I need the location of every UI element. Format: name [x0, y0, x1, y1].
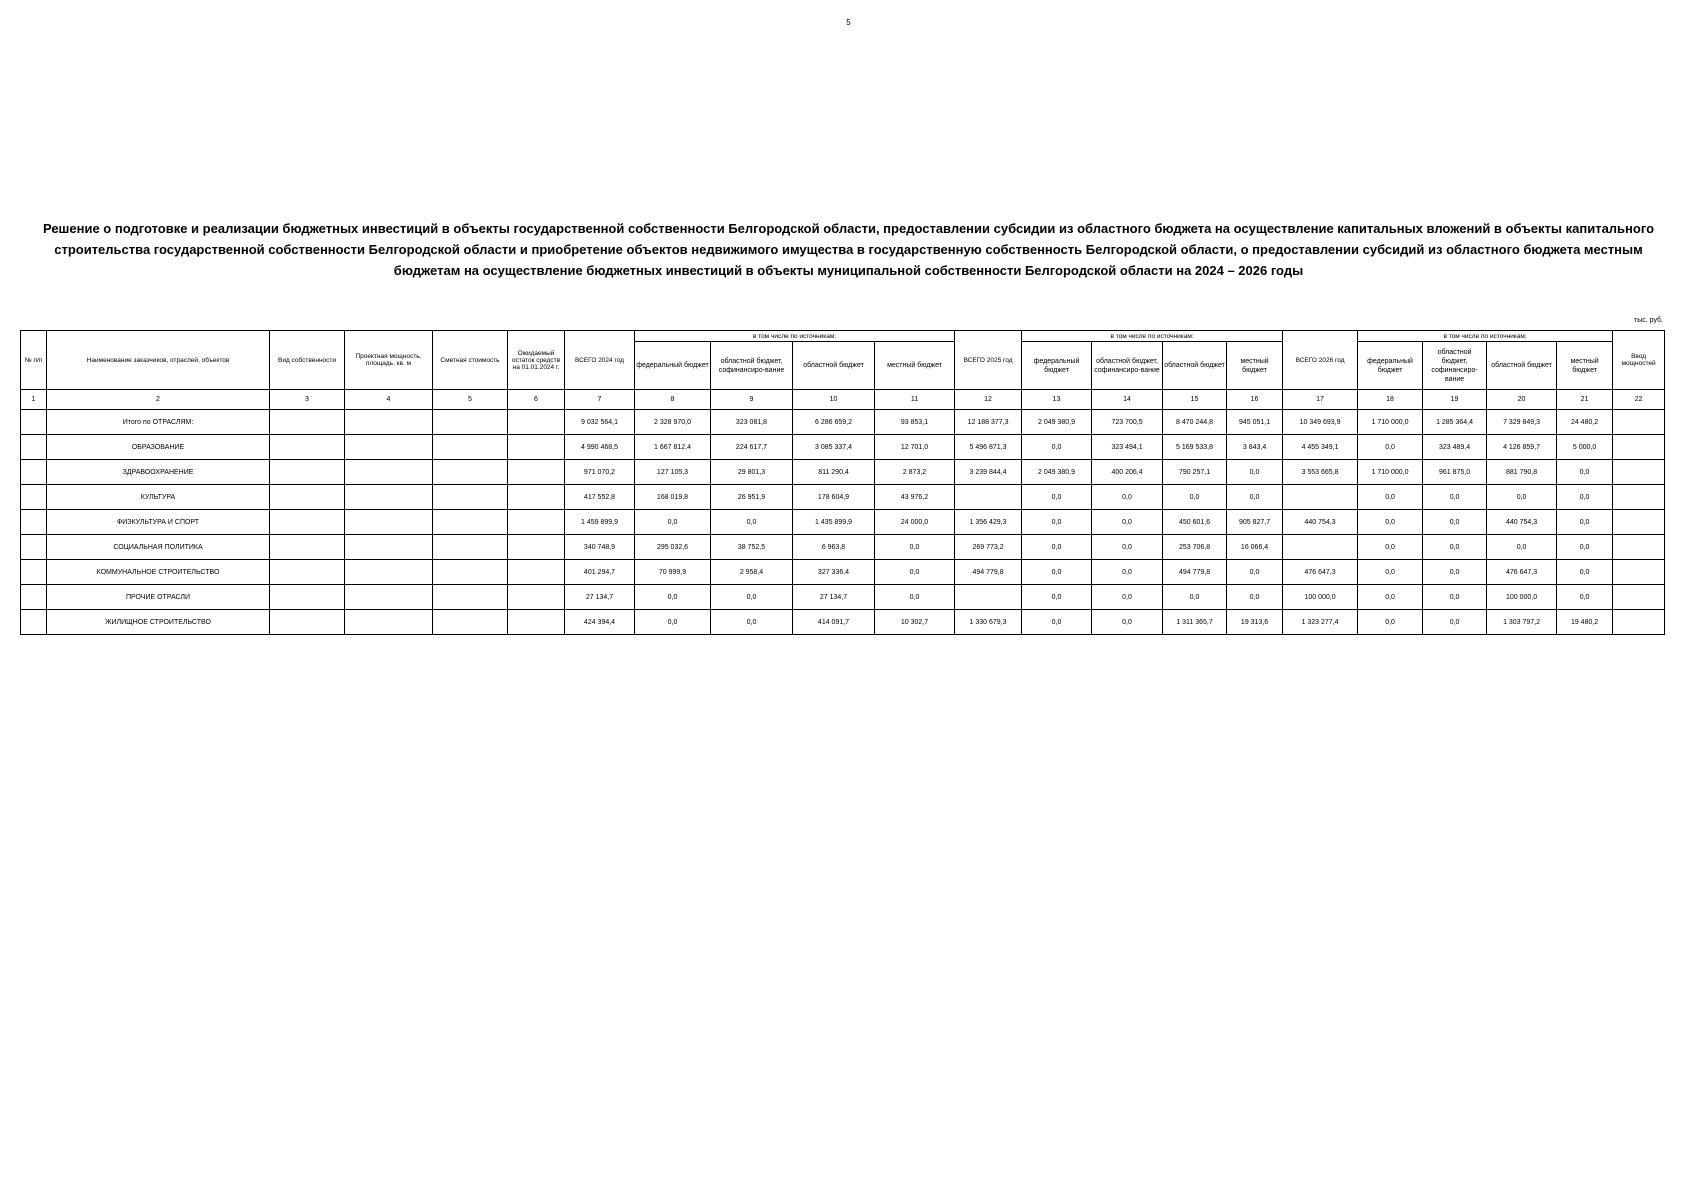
row-estimate-cell	[433, 610, 508, 635]
row-value-cell: 0,0	[1557, 560, 1613, 585]
row-capacity-cell	[345, 435, 433, 460]
row-value-cell: 0,0	[1022, 435, 1092, 460]
header-remainder: Ожидаемый остаток средств на 01.01.2024 г.	[508, 331, 565, 390]
row-name-cell: ФИЗКУЛЬТУРА И СПОРТ	[47, 510, 270, 535]
row-value-cell: 0,0	[711, 610, 793, 635]
row-value-cell: 0,0	[1557, 485, 1613, 510]
row-value-cell: 327 336,4	[793, 560, 875, 585]
column-number: 8	[635, 390, 711, 410]
column-number: 12	[955, 390, 1022, 410]
row-value-cell: 0,0	[635, 585, 711, 610]
row-value-cell: 961 875,0	[1423, 460, 1487, 485]
row-estimate-cell	[433, 485, 508, 510]
header-total-2025: ВСЕГО 2025 год	[955, 331, 1022, 390]
row-value-cell: 881 790,8	[1487, 460, 1557, 485]
row-value-cell: 0,0	[1022, 610, 1092, 635]
header-sources-2026: в том числе по источникам:	[1358, 331, 1613, 342]
row-value-cell: 1 303 797,2	[1487, 610, 1557, 635]
column-number-row	[21, 390, 1665, 410]
row-value-cell: 0,0	[1092, 585, 1163, 610]
column-number: 2	[47, 390, 270, 410]
row-capacity-input-cell	[1613, 585, 1665, 610]
column-number: 20	[1487, 390, 1557, 410]
row-value-cell: 1 667 812,4	[635, 435, 711, 460]
row-value-cell: 27 134,7	[793, 585, 875, 610]
row-value-cell: 0,0	[1022, 585, 1092, 610]
row-value-cell: 0,0	[1423, 585, 1487, 610]
column-number: 1	[21, 390, 47, 410]
header-total-2026: ВСЕГО 2026 год	[1283, 331, 1358, 390]
row-num-cell	[21, 410, 47, 435]
header-ownership: Вид собственности	[270, 331, 345, 390]
row-value-cell: 1 710 000,0	[1358, 460, 1423, 485]
row-value-cell: 0,0	[1358, 610, 1423, 635]
row-value-cell: 401 294,7	[565, 560, 635, 585]
row-value-cell: 0,0	[1358, 585, 1423, 610]
budget-table	[20, 330, 1665, 635]
row-remainder-cell	[508, 585, 565, 610]
row-value-cell: 440 754,3	[1487, 510, 1557, 535]
row-value-cell: 0,0	[1227, 560, 1283, 585]
row-value-cell: 0,0	[1557, 510, 1613, 535]
row-remainder-cell	[508, 560, 565, 585]
row-ownership-cell	[270, 485, 345, 510]
row-value-cell: 0,0	[875, 585, 955, 610]
header-cofin-2026: областной бюджет, софинансиро-вание	[1423, 342, 1487, 390]
row-value-cell: 0,0	[1557, 585, 1613, 610]
row-name-cell: СОЦИАЛЬНАЯ ПОЛИТИКА	[47, 535, 270, 560]
row-value-cell: 100 000,0	[1487, 585, 1557, 610]
row-value-cell: 790 257,1	[1163, 460, 1227, 485]
row-estimate-cell	[433, 510, 508, 535]
row-num-cell	[21, 435, 47, 460]
row-estimate-cell	[433, 535, 508, 560]
row-value-cell: 7 329 849,3	[1487, 410, 1557, 435]
column-number: 15	[1163, 390, 1227, 410]
row-value-cell: 5 000,0	[1557, 435, 1613, 460]
row-value-cell: 323 494,1	[1092, 435, 1163, 460]
row-value-cell: 24 000,0	[875, 510, 955, 535]
row-name-cell: ЖИЛИЩНОЕ СТРОИТЕЛЬСТВО	[47, 610, 270, 635]
row-name-cell: Итого по ОТРАСЛЯМ:	[47, 410, 270, 435]
row-value-cell: 400 206,4	[1092, 460, 1163, 485]
column-number: 18	[1358, 390, 1423, 410]
column-number: 6	[508, 390, 565, 410]
row-value-cell: 0,0	[1423, 510, 1487, 535]
row-value-cell: 0,0	[1022, 485, 1092, 510]
column-number: 16	[1227, 390, 1283, 410]
row-name-cell: ПРОЧИЕ ОТРАСЛИ	[47, 585, 270, 610]
table-row	[21, 410, 1665, 435]
row-remainder-cell	[508, 485, 565, 510]
row-value-cell: 3 553 665,8	[1283, 460, 1358, 485]
row-remainder-cell	[508, 410, 565, 435]
row-value-cell: 3 843,4	[1227, 435, 1283, 460]
table-row	[21, 585, 1665, 610]
row-value-cell: 0,0	[1358, 485, 1423, 510]
document-title: Решение о подготовке и реализации бюджетных инвестиций в объекты государственной собственности Белгородской области, предоставлении субсидии из областного бюджета на осуществление капитальных вложений в объекты капитального строительства государственной собственности Белгородской области и приобретение объектов недвижимого имущества в государственную собственность Белгородской области, о предоставлении субсидий из областного бюджета местным бюджетам на осуществление бюджетных инвестиций в объекты муниципальной собственности Белгородской области на 2024 – 2026 годы	[42, 221, 1655, 278]
row-value-cell: 29 801,3	[711, 460, 793, 485]
header-local-2025: местный бюджет	[1227, 342, 1283, 390]
row-capacity-cell	[345, 410, 433, 435]
row-value-cell: 1 311 365,7	[1163, 610, 1227, 635]
row-value-cell: 0,0	[1092, 535, 1163, 560]
header-federal-2026: федеральный бюджет	[1358, 342, 1423, 390]
row-value-cell: 2 328 970,0	[635, 410, 711, 435]
row-value-cell: 2 958,4	[711, 560, 793, 585]
table-row	[21, 485, 1665, 510]
row-value-cell: 0,0	[1358, 560, 1423, 585]
row-value-cell: 0,0	[1423, 485, 1487, 510]
row-capacity-input-cell	[1613, 535, 1665, 560]
row-value-cell: 0,0	[1487, 535, 1557, 560]
row-capacity-cell	[345, 610, 433, 635]
row-value-cell: 0,0	[1163, 585, 1227, 610]
header-cofin-2024: областной бюджет, софинансиро-вание	[711, 342, 793, 390]
column-number: 14	[1092, 390, 1163, 410]
row-capacity-cell	[345, 560, 433, 585]
row-value-cell: 414 091,7	[793, 610, 875, 635]
row-value-cell: 0,0	[635, 510, 711, 535]
row-value-cell: 0,0	[875, 560, 955, 585]
column-number: 22	[1613, 390, 1665, 410]
row-value-cell: 0,0	[1163, 485, 1227, 510]
column-number: 3	[270, 390, 345, 410]
row-value-cell: 27 134,7	[565, 585, 635, 610]
table-row	[21, 460, 1665, 485]
row-value-cell: 0,0	[1557, 535, 1613, 560]
row-value-cell: 178 604,9	[793, 485, 875, 510]
row-value-cell: 971 070,2	[565, 460, 635, 485]
row-value-cell: 269 773,2	[955, 535, 1022, 560]
row-value-cell: 6 286 659,2	[793, 410, 875, 435]
row-value-cell: 945 051,1	[1227, 410, 1283, 435]
row-value-cell: 440 754,3	[1283, 510, 1358, 535]
row-value-cell: 253 706,8	[1163, 535, 1227, 560]
header-local-2026: местный бюджет	[1557, 342, 1613, 390]
row-value-cell: 0,0	[1227, 485, 1283, 510]
row-value-cell: 0,0	[875, 535, 955, 560]
header-regional-2024: областной бюджет	[793, 342, 875, 390]
row-ownership-cell	[270, 435, 345, 460]
row-capacity-input-cell	[1613, 610, 1665, 635]
row-value-cell: 424 394,4	[565, 610, 635, 635]
header-capacity-input: Ввод мощностей	[1613, 331, 1665, 390]
row-value-cell: 295 032,6	[635, 535, 711, 560]
row-value-cell: 0,0	[711, 585, 793, 610]
row-value-cell: 43 976,2	[875, 485, 955, 510]
row-value-cell: 26 951,9	[711, 485, 793, 510]
column-number: 21	[1557, 390, 1613, 410]
row-value-cell	[1283, 485, 1358, 510]
row-value-cell: 6 963,8	[793, 535, 875, 560]
row-value-cell: 340 748,9	[565, 535, 635, 560]
column-number: 5	[433, 390, 508, 410]
table-row	[21, 435, 1665, 460]
row-estimate-cell	[433, 460, 508, 485]
row-value-cell: 494 779,8	[1163, 560, 1227, 585]
row-value-cell: 1 285 364,4	[1423, 410, 1487, 435]
row-value-cell: 0,0	[1022, 560, 1092, 585]
row-value-cell: 1 435 899,9	[793, 510, 875, 535]
table-row	[21, 510, 1665, 535]
row-capacity-cell	[345, 510, 433, 535]
row-value-cell: 4 126 859,7	[1487, 435, 1557, 460]
row-value-cell: 38 752,5	[711, 535, 793, 560]
row-capacity-cell	[345, 535, 433, 560]
row-value-cell: 1 459 899,9	[565, 510, 635, 535]
table-row	[21, 535, 1665, 560]
header-local-2024: местный бюджет	[875, 342, 955, 390]
header-capacity: Проектная мощность, площадь, кв. м	[345, 331, 433, 390]
row-value-cell: 5 496 871,3	[955, 435, 1022, 460]
row-value-cell: 0,0	[1423, 560, 1487, 585]
row-ownership-cell	[270, 410, 345, 435]
row-capacity-cell	[345, 460, 433, 485]
row-remainder-cell	[508, 510, 565, 535]
row-value-cell: 476 647,3	[1283, 560, 1358, 585]
header-regional-2025: областной бюджет	[1163, 342, 1227, 390]
unit-label: тыс. руб.	[1634, 317, 1663, 324]
header-total-2024: ВСЕГО 2024 год	[565, 331, 635, 390]
row-value-cell: 2 873,2	[875, 460, 955, 485]
column-number: 19	[1423, 390, 1487, 410]
row-value-cell: 0,0	[1092, 560, 1163, 585]
row-value-cell: 127 105,3	[635, 460, 711, 485]
row-value-cell: 3 085 337,4	[793, 435, 875, 460]
row-ownership-cell	[270, 510, 345, 535]
row-value-cell: 100 000,0	[1283, 585, 1358, 610]
row-value-cell: 0,0	[1227, 460, 1283, 485]
column-number: 10	[793, 390, 875, 410]
row-num-cell	[21, 535, 47, 560]
row-value-cell: 0,0	[1092, 485, 1163, 510]
row-value-cell: 0,0	[1423, 535, 1487, 560]
row-capacity-input-cell	[1613, 485, 1665, 510]
row-value-cell: 811 290,4	[793, 460, 875, 485]
row-remainder-cell	[508, 435, 565, 460]
row-ownership-cell	[270, 560, 345, 585]
page-number: 5	[846, 18, 851, 27]
row-value-cell: 0,0	[1358, 435, 1423, 460]
row-num-cell	[21, 460, 47, 485]
row-value-cell: 0,0	[635, 610, 711, 635]
row-value-cell: 0,0	[1423, 610, 1487, 635]
table-row	[21, 560, 1665, 585]
row-capacity-input-cell	[1613, 510, 1665, 535]
header-cofin-2025: областной бюджет, софинансиро-вание	[1092, 342, 1163, 390]
row-name-cell: КОММУНАЛЬНОЕ СТРОИТЕЛЬСТВО	[47, 560, 270, 585]
row-remainder-cell	[508, 535, 565, 560]
row-value-cell: 0,0	[1022, 510, 1092, 535]
row-value-cell: 19 480,2	[1557, 610, 1613, 635]
row-estimate-cell	[433, 410, 508, 435]
row-value-cell: 9 032 564,1	[565, 410, 635, 435]
column-number: 7	[565, 390, 635, 410]
row-value-cell: 476 647,3	[1487, 560, 1557, 585]
row-value-cell: 1 323 277,4	[1283, 610, 1358, 635]
row-value-cell	[955, 585, 1022, 610]
row-value-cell: 16 066,4	[1227, 535, 1283, 560]
header-sources-2025: в том числе по источникам:	[1022, 331, 1283, 342]
row-num-cell	[21, 485, 47, 510]
row-remainder-cell	[508, 460, 565, 485]
row-estimate-cell	[433, 585, 508, 610]
row-value-cell: 70 999,9	[635, 560, 711, 585]
row-value-cell: 19 313,6	[1227, 610, 1283, 635]
row-remainder-cell	[508, 610, 565, 635]
row-num-cell	[21, 585, 47, 610]
row-value-cell: 10 302,7	[875, 610, 955, 635]
row-value-cell: 1 710 000,0	[1358, 410, 1423, 435]
row-ownership-cell	[270, 535, 345, 560]
row-value-cell: 323 081,8	[711, 410, 793, 435]
row-value-cell: 12 701,0	[875, 435, 955, 460]
row-value-cell: 1 330 679,3	[955, 610, 1022, 635]
row-capacity-input-cell	[1613, 435, 1665, 460]
row-value-cell: 450 601,6	[1163, 510, 1227, 535]
column-number: 13	[1022, 390, 1092, 410]
header-federal-2024: федеральный бюджет	[635, 342, 711, 390]
row-value-cell: 8 470 244,8	[1163, 410, 1227, 435]
row-value-cell: 3 239 844,4	[955, 460, 1022, 485]
row-value-cell: 4 990 468,5	[565, 435, 635, 460]
column-number: 9	[711, 390, 793, 410]
row-estimate-cell	[433, 435, 508, 460]
row-capacity-cell	[345, 585, 433, 610]
header-sources-2024: в том числе по источникам:	[635, 331, 955, 342]
row-value-cell: 1 356 429,3	[955, 510, 1022, 535]
row-value-cell: 12 188 377,3	[955, 410, 1022, 435]
row-num-cell	[21, 560, 47, 585]
row-name-cell: ЗДРАВООХРАНЕНИЕ	[47, 460, 270, 485]
row-value-cell	[1283, 535, 1358, 560]
row-value-cell: 2 049 380,9	[1022, 460, 1092, 485]
row-value-cell: 10 349 693,9	[1283, 410, 1358, 435]
row-capacity-input-cell	[1613, 460, 1665, 485]
column-number: 11	[875, 390, 955, 410]
row-estimate-cell	[433, 560, 508, 585]
row-value-cell: 0,0	[1092, 510, 1163, 535]
header-name: Наименование заказчиков, отраслей, объектов	[47, 331, 270, 390]
row-ownership-cell	[270, 585, 345, 610]
row-value-cell: 905 827,7	[1227, 510, 1283, 535]
row-value-cell: 2 049 380,9	[1022, 410, 1092, 435]
row-name-cell: ОБРАЗОВАНИЕ	[47, 435, 270, 460]
row-ownership-cell	[270, 460, 345, 485]
table-row	[21, 610, 1665, 635]
row-value-cell: 0,0	[1487, 485, 1557, 510]
column-number: 17	[1283, 390, 1358, 410]
row-value-cell: 0,0	[1227, 585, 1283, 610]
row-value-cell: 24 480,2	[1557, 410, 1613, 435]
row-value-cell: 0,0	[1092, 610, 1163, 635]
row-capacity-input-cell	[1613, 560, 1665, 585]
row-value-cell: 723 700,5	[1092, 410, 1163, 435]
row-value-cell: 0,0	[1358, 535, 1423, 560]
row-value-cell: 224 617,7	[711, 435, 793, 460]
header-regional-2026: областной бюджет	[1487, 342, 1557, 390]
row-value-cell	[955, 485, 1022, 510]
header-num: № п/п	[21, 331, 47, 390]
row-value-cell: 323 489,4	[1423, 435, 1487, 460]
row-num-cell	[21, 510, 47, 535]
row-value-cell: 0,0	[1557, 460, 1613, 485]
column-number: 4	[345, 390, 433, 410]
row-value-cell: 0,0	[1022, 535, 1092, 560]
row-value-cell: 168 019,8	[635, 485, 711, 510]
header-federal-2025: федеральный бюджет	[1022, 342, 1092, 390]
row-value-cell: 93 853,1	[875, 410, 955, 435]
row-ownership-cell	[270, 610, 345, 635]
row-value-cell: 0,0	[1358, 510, 1423, 535]
header-estimate: Сметная стоимость	[433, 331, 508, 390]
row-value-cell: 494 779,8	[955, 560, 1022, 585]
row-value-cell: 417 552,8	[565, 485, 635, 510]
row-value-cell: 4 455 349,1	[1283, 435, 1358, 460]
row-value-cell: 5 169 533,8	[1163, 435, 1227, 460]
row-name-cell: КУЛЬТУРА	[47, 485, 270, 510]
row-value-cell: 0,0	[711, 510, 793, 535]
row-capacity-cell	[345, 485, 433, 510]
row-capacity-input-cell	[1613, 410, 1665, 435]
row-num-cell	[21, 610, 47, 635]
